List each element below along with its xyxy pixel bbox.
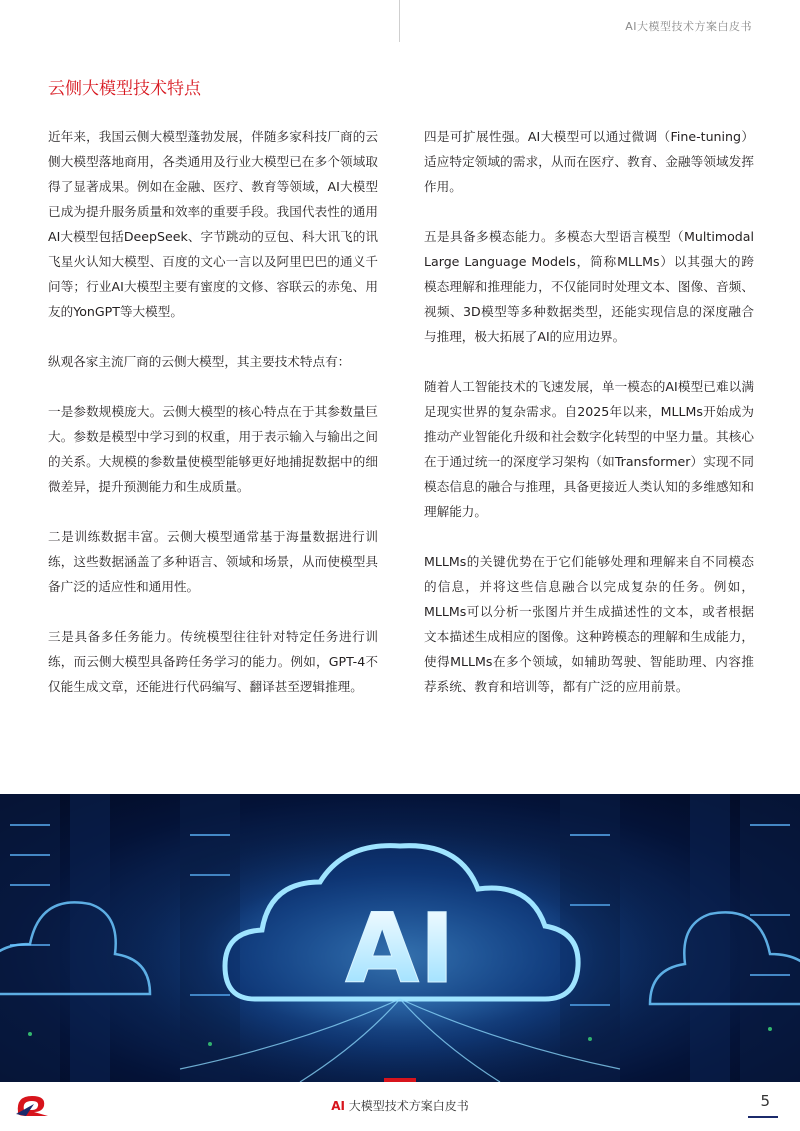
page-footer bbox=[0, 1082, 800, 1131]
paragraph: 二是训练数据丰富。云侧大模型通常基于海量数据进行训练，这些数据涵盖了多种语言、领域和场景，从而使模型具备广泛的适应性和通用性。 bbox=[48, 529, 378, 594]
left-column bbox=[48, 124, 378, 724]
ai-cloud-label: AI bbox=[344, 893, 456, 1005]
paragraph: 四是可扩展性强。AI大模型可以通过微调（Fine-tuning）适应特定领域的需求，从而在医疗、教育、金融等领域发挥作用。 bbox=[424, 129, 754, 194]
page-number: 5 bbox=[760, 1092, 770, 1110]
paragraph: 一是参数规模庞大。云侧大模型的核心特点在于其参数量巨大。参数是模型中学习到的权重，用于表示输入与输出之间的关系。大规模的参数量使模型能够更好地捕捉数据中的细微差异，提升预测能力和生成质量。 bbox=[48, 404, 378, 494]
paragraph: 随着人工智能技术的飞速发展，单一模态的AI模型已难以满足现实世界的复杂需求。自2025年以来，MLLMs开始成为推动产业智能化升级和社会数字化转型的中坚力量。其核心在于通过统一的深度学习架构（如Transformer）实现不同模态信息的融合与推理，具备更接近人类认知的多维感知和理解能力。 bbox=[424, 379, 754, 519]
paragraph: 近年来，我国云侧大模型蓬勃发展，伴随多家科技厂商的云侧大模型落地商用，各类通用及行业大模型已在多个领域取得了显著成果。例如在金融、医疗、教育等领域，AI大模型已成为提升服务质量和效率的重要手段。我国代表性的通用AI大模型包括DeepSeek、字节跳动的豆包、科大讯飞的讯飞星火认知大模型、百度的文心一言以及阿里巴巴的通义千问等；行业AI大模型主要有蜜度的文修、容联云的赤兔、用友的YonGPT等大模型。 bbox=[48, 129, 378, 319]
paragraph: 五是具备多模态能力。多模态大型语言模型（Multimodal Large Language Models，简称MLLMs）以其强大的跨模态理解和推理能力，不仅能同时处理文本、图像、音频、视频、3D模型等多种数据类型，还能实现信息的深度融合与推理，极大拓展了AI的应用边界。 bbox=[424, 229, 754, 344]
paragraph: 三是具备多任务能力。传统模型往往针对特定任务进行训练，而云侧大模型具备跨任务学习的能力。例如，GPT-4不仅能生成文章，还能进行代码编写、翻译甚至逻辑推理。 bbox=[48, 629, 378, 694]
right-column bbox=[424, 124, 754, 724]
footer-title-text: 大模型技术方案白皮书 bbox=[344, 1099, 469, 1113]
footer-title bbox=[0, 1097, 800, 1114]
ai-cloud-illustration bbox=[0, 794, 800, 1082]
ai-cloud-graphic bbox=[0, 794, 800, 1082]
section-title: 云侧大模型技术特点 bbox=[48, 79, 201, 99]
header-divider bbox=[399, 0, 400, 42]
paragraph: MLLMs的关键优势在于它们能够处理和理解来自不同模态的信息，并将这些信息融合以完成复杂的任务。例如，MLLMs可以分析一张图片并生成描述性的文本，或者根据文本描述生成相应的图像。这种跨模态的理解和生成能力，使得MLLMs在多个领域，如辅助驾驶、智能助理、内容推荐系统、教育和培训等，都有广泛的应用前景。 bbox=[424, 554, 754, 694]
header-title: AI大模型技术方案白皮书 bbox=[625, 20, 752, 33]
paragraph: 纵观各家主流厂商的云侧大模型，其主要技术特点有： bbox=[48, 354, 351, 369]
footer-ai-label: AI bbox=[331, 1099, 345, 1113]
page-number-underline bbox=[748, 1116, 778, 1118]
